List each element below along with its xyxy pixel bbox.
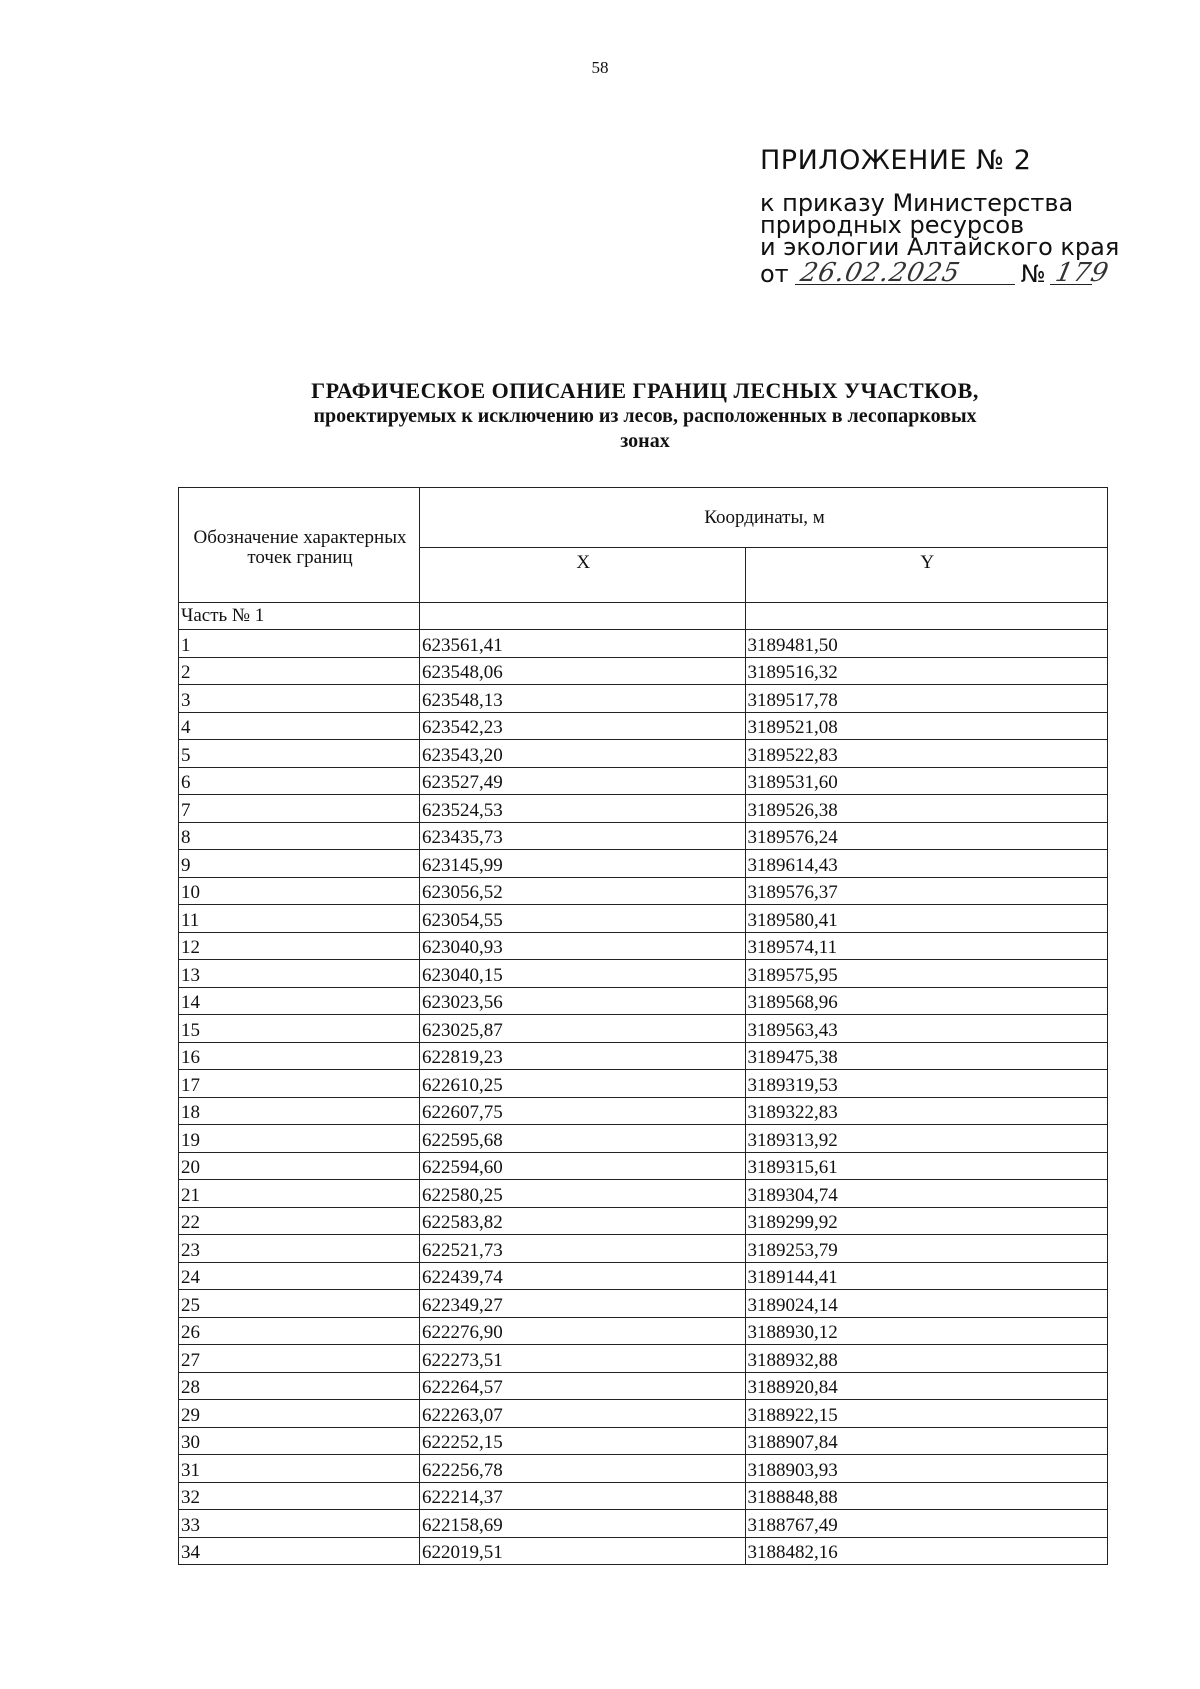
coord-y: 3189313,92: [745, 1125, 1107, 1153]
coord-x: 623524,53: [420, 795, 746, 823]
point-number: 1: [179, 630, 420, 658]
table-row: [179, 1455, 1108, 1483]
table-row: [179, 630, 1108, 658]
table-row: [179, 795, 1108, 823]
coord-y: 3189614,43: [745, 850, 1107, 878]
point-number: 6: [179, 767, 420, 795]
coord-x: 623025,87: [420, 1015, 746, 1043]
coord-y: 3189576,37: [745, 877, 1107, 905]
point-number: 32: [179, 1482, 420, 1510]
handwritten-date: 26.02.2025: [797, 258, 963, 288]
table-row: [179, 1262, 1108, 1290]
table-row: [179, 1400, 1108, 1428]
header-y: Y: [745, 548, 1107, 603]
point-number: 9: [179, 850, 420, 878]
coord-y: 3189516,32: [745, 657, 1107, 685]
point-number: 14: [179, 987, 420, 1015]
point-number: 33: [179, 1510, 420, 1538]
coord-y: 3189299,92: [745, 1207, 1107, 1235]
appendix-title: ПРИЛОЖЕНИЕ № 2: [760, 145, 1032, 176]
coord-x: 622610,25: [420, 1070, 746, 1098]
point-number: 19: [179, 1125, 420, 1153]
coord-y: 3188930,12: [745, 1317, 1107, 1345]
appendix-line-3: и экологии Алтайского края: [760, 233, 1120, 261]
coord-x: 622583,82: [420, 1207, 746, 1235]
point-number: 4: [179, 712, 420, 740]
part-row: [179, 603, 1108, 630]
coord-y: 3189481,50: [745, 630, 1107, 658]
coord-x: 623548,06: [420, 657, 746, 685]
point-number: 26: [179, 1317, 420, 1345]
coord-y: 3188848,88: [745, 1482, 1107, 1510]
coord-x: 622439,74: [420, 1262, 746, 1290]
coord-y: 3189576,24: [745, 822, 1107, 850]
coord-y: 3189475,38: [745, 1042, 1107, 1070]
coordinates-table: [178, 487, 1108, 1565]
point-number: 3: [179, 685, 420, 713]
table-row: [179, 822, 1108, 850]
coord-x: 622158,69: [420, 1510, 746, 1538]
point-number: 20: [179, 1152, 420, 1180]
point-number: 15: [179, 1015, 420, 1043]
heading-subtitle-2: зонах: [620, 430, 670, 452]
coord-x: 622819,23: [420, 1042, 746, 1070]
table-row: [179, 1070, 1108, 1098]
table-row: [179, 1152, 1108, 1180]
coord-x: 622273,51: [420, 1345, 746, 1373]
date-field: [795, 258, 1015, 288]
table-row: [179, 1097, 1108, 1125]
table-row: [179, 767, 1108, 795]
point-number: 10: [179, 877, 420, 905]
part-y-empty: [745, 603, 1107, 630]
table-row: [179, 1290, 1108, 1318]
point-number: 7: [179, 795, 420, 823]
point-number: 23: [179, 1235, 420, 1263]
coord-y: 3189531,60: [745, 767, 1107, 795]
table-row: [179, 657, 1108, 685]
coord-y: 3188920,84: [745, 1372, 1107, 1400]
coord-x: 623542,23: [420, 712, 746, 740]
heading-subtitle-1: проектируемых к исключению из лесов, расположенных в лесопарковых: [313, 405, 977, 427]
table-row: [179, 1207, 1108, 1235]
point-number: 11: [179, 905, 420, 933]
appendix-line-1: к приказу Министерства: [760, 189, 1074, 217]
coord-x: 623543,20: [420, 740, 746, 768]
point-number: 24: [179, 1262, 420, 1290]
header-designation: Обозначение характерных точек границ: [179, 488, 420, 603]
coord-x: 622349,27: [420, 1290, 746, 1318]
coord-y: 3189319,53: [745, 1070, 1107, 1098]
number-prefix: №: [1020, 260, 1046, 288]
coord-y: 3188932,88: [745, 1345, 1107, 1373]
header-x: X: [420, 548, 746, 603]
coord-y: 3189563,43: [745, 1015, 1107, 1043]
table-row: [179, 1427, 1108, 1455]
table-row: [179, 1042, 1108, 1070]
coord-y: 3188907,84: [745, 1427, 1107, 1455]
table-row: [179, 712, 1108, 740]
coord-y: 3189304,74: [745, 1180, 1107, 1208]
coord-x: 622580,25: [420, 1180, 746, 1208]
point-number: 16: [179, 1042, 420, 1070]
coord-y: 3188903,93: [745, 1455, 1107, 1483]
coord-x: 623040,93: [420, 932, 746, 960]
point-number: 29: [179, 1400, 420, 1428]
table-row: [179, 1180, 1108, 1208]
point-number: 18: [179, 1097, 420, 1125]
table-row: [179, 1125, 1108, 1153]
table-row: [179, 905, 1108, 933]
coord-y: 3188922,15: [745, 1400, 1107, 1428]
coord-y: 3189253,79: [745, 1235, 1107, 1263]
coord-y: 3189522,83: [745, 740, 1107, 768]
table-row: [179, 960, 1108, 988]
point-number: 21: [179, 1180, 420, 1208]
coord-x: 623023,56: [420, 987, 746, 1015]
coord-y: 3189315,61: [745, 1152, 1107, 1180]
coord-y: 3189574,11: [745, 932, 1107, 960]
point-number: 8: [179, 822, 420, 850]
coord-y: 3189575,95: [745, 960, 1107, 988]
coord-x: 623056,52: [420, 877, 746, 905]
point-number: 25: [179, 1290, 420, 1318]
point-number: 31: [179, 1455, 420, 1483]
coord-x: 622252,15: [420, 1427, 746, 1455]
coord-x: 623040,15: [420, 960, 746, 988]
table-row: [179, 1537, 1108, 1565]
handwritten-number: 179: [1052, 258, 1112, 288]
table-row: [179, 1482, 1108, 1510]
coord-y: 3189568,96: [745, 987, 1107, 1015]
header-coordinates: Координаты, м: [420, 488, 1108, 548]
heading-title: ГРАФИЧЕСКОЕ ОПИСАНИЕ ГРАНИЦ ЛЕСНЫХ УЧАСТКОВ,: [311, 378, 979, 403]
table-row: [179, 1317, 1108, 1345]
coord-y: 3189144,41: [745, 1262, 1107, 1290]
point-number: 27: [179, 1345, 420, 1373]
point-number: 13: [179, 960, 420, 988]
table-row: [179, 877, 1108, 905]
coord-x: 622595,68: [420, 1125, 746, 1153]
appendix-line-2: природных ресурсов: [760, 211, 1025, 239]
coord-x: 622019,51: [420, 1537, 746, 1565]
table-row: [179, 740, 1108, 768]
table-row: [179, 932, 1108, 960]
number-field: [1050, 258, 1112, 288]
coord-x: 623527,49: [420, 767, 746, 795]
coord-x: 623435,73: [420, 822, 746, 850]
point-number: 28: [179, 1372, 420, 1400]
coord-y: 3189580,41: [745, 905, 1107, 933]
coord-x: 622607,75: [420, 1097, 746, 1125]
point-number: 5: [179, 740, 420, 768]
part-x-empty: [420, 603, 746, 630]
point-number: 30: [179, 1427, 420, 1455]
coord-y: 3189024,14: [745, 1290, 1107, 1318]
coord-x: 623145,99: [420, 850, 746, 878]
point-number: 22: [179, 1207, 420, 1235]
table-row: [179, 1235, 1108, 1263]
table-row: [179, 685, 1108, 713]
point-number: 12: [179, 932, 420, 960]
part-label: Часть № 1: [179, 603, 420, 630]
point-number: 17: [179, 1070, 420, 1098]
coord-x: 623054,55: [420, 905, 746, 933]
coord-y: 3189526,38: [745, 795, 1107, 823]
coord-y: 3188767,49: [745, 1510, 1107, 1538]
table-row: [179, 1510, 1108, 1538]
coord-y: 3188482,16: [745, 1537, 1107, 1565]
coord-x: 622264,57: [420, 1372, 746, 1400]
coord-x: 622214,37: [420, 1482, 746, 1510]
coord-y: 3189521,08: [745, 712, 1107, 740]
coord-x: 622594,60: [420, 1152, 746, 1180]
coord-y: 3189517,78: [745, 685, 1107, 713]
date-prefix: от: [760, 260, 789, 288]
coord-x: 622263,07: [420, 1400, 746, 1428]
appendix-block: [760, 145, 1180, 288]
coord-x: 622521,73: [420, 1235, 746, 1263]
coord-x: 623561,41: [420, 630, 746, 658]
appendix-date-line: [760, 258, 1180, 288]
coord-x: 622276,90: [420, 1317, 746, 1345]
coord-y: 3189322,83: [745, 1097, 1107, 1125]
table-row: [179, 987, 1108, 1015]
table-row: [179, 1015, 1108, 1043]
table-row: [179, 1345, 1108, 1373]
document-heading: [170, 378, 1120, 454]
point-number: 34: [179, 1537, 420, 1565]
table-row: [179, 1372, 1108, 1400]
table-row: [179, 850, 1108, 878]
page-number: 58: [591, 58, 609, 77]
coord-x: 622256,78: [420, 1455, 746, 1483]
coord-x: 623548,13: [420, 685, 746, 713]
point-number: 2: [179, 657, 420, 685]
